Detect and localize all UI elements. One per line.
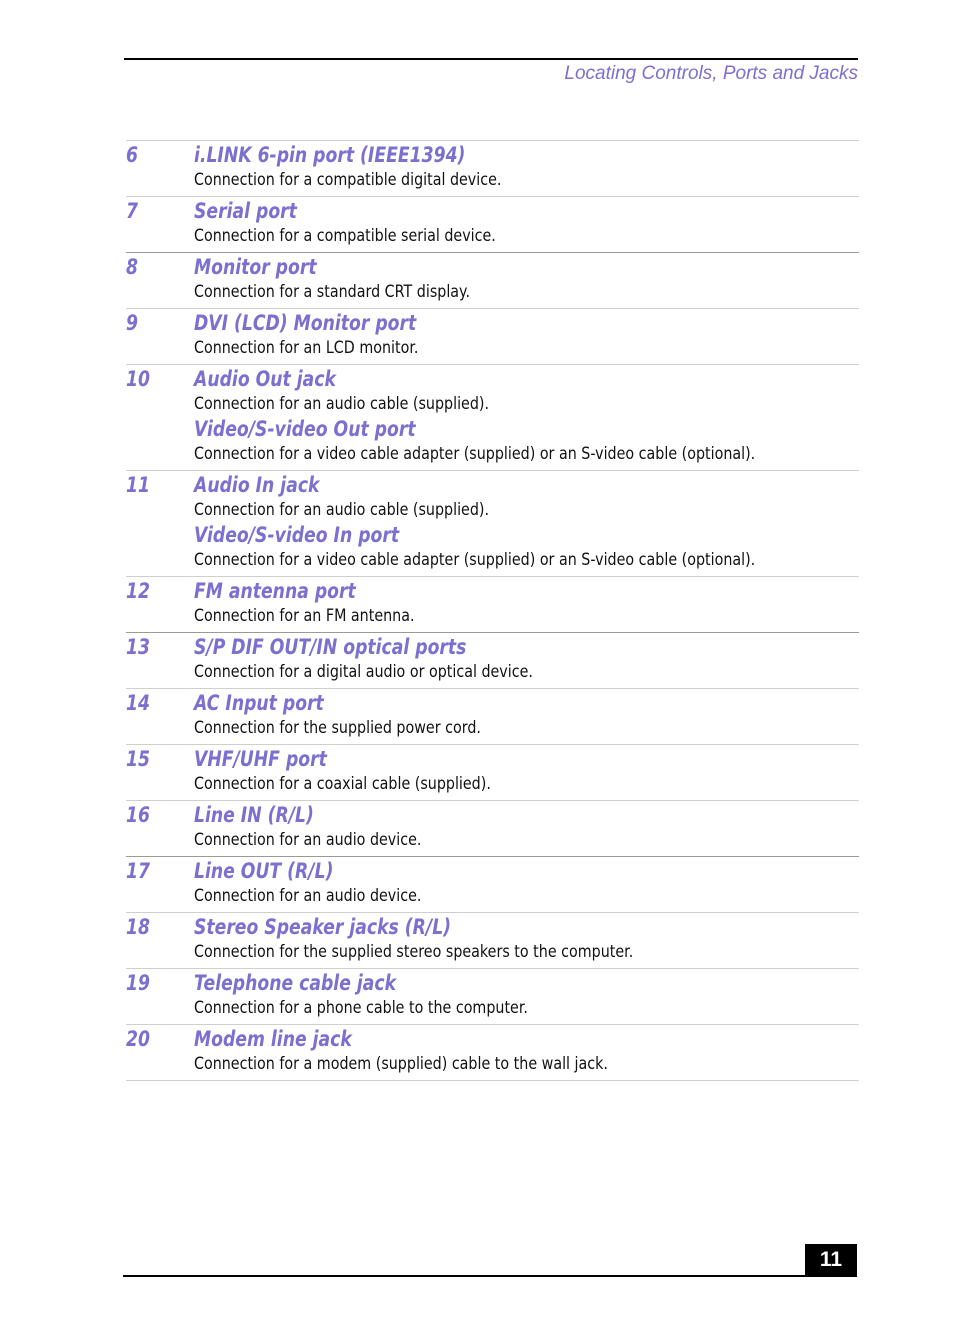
item-description: Connection for the supplied stereo speakers to the computer. [194,942,634,962]
item-number: 20 [126,1027,150,1051]
item-title: VHF/UHF port [194,747,327,771]
item-title: Serial port [194,199,297,223]
item-title: Line OUT (R/L) [194,859,334,883]
item-number: 12 [126,579,150,603]
item-content [194,142,859,192]
item-description: Connection for a coaxial cable (supplied). [194,774,491,794]
item-description: Connection for a video cable adapter (supplied) or an S-video cable (optional). [194,550,756,570]
item-title: Stereo Speaker jacks (R/L) [194,915,452,939]
item-title: Monitor port [194,255,317,279]
table-row [126,577,859,633]
item-description: Connection for an audio device. [194,886,422,906]
item-title: Audio In jack [194,473,320,497]
item-title: i.LINK 6-pin port (IEEE1394) [194,143,466,167]
item-title: Audio Out jack [194,367,336,391]
item-content [194,198,859,248]
item-number: 17 [126,859,150,883]
table-row [126,745,859,801]
table-row [126,689,859,745]
item-description: Connection for the supplied power cord. [194,718,481,738]
item-description: Connection for a compatible serial device. [194,226,496,246]
item-title: S/P DIF OUT/IN optical ports [194,635,467,659]
item-title: Modem line jack [194,1027,352,1051]
table-row [126,633,859,689]
table-row [126,913,859,969]
item-number: 9 [126,311,138,335]
item-title: Telephone cable jack [194,971,397,995]
item-number: 16 [126,803,150,827]
item-title: Line IN (R/L) [194,803,314,827]
item-title: Video/S-video Out port [194,417,416,441]
table-row [126,141,859,197]
table-row [126,857,859,913]
item-number: 11 [126,473,150,497]
item-content [194,634,859,684]
table-row [126,309,859,365]
item-title: AC Input port [194,691,324,715]
item-content [194,310,859,360]
item-description: Connection for a video cable adapter (supplied) or an S-video cable (optional). [194,444,756,464]
item-number: 6 [126,143,138,167]
item-title: DVI (LCD) Monitor port [194,311,417,335]
item-content [194,914,859,964]
page-number: 11 [805,1244,857,1276]
item-number: 13 [126,635,150,659]
item-description: Connection for an FM antenna. [194,606,415,626]
item-number: 19 [126,971,150,995]
item-title: FM antenna port [194,579,356,603]
ports-table [126,140,859,1081]
table-row [126,471,859,577]
item-content [194,472,862,572]
item-content [194,254,859,304]
item-number: 10 [126,367,150,391]
item-number: 18 [126,915,150,939]
item-content [194,366,862,466]
item-content [194,578,859,628]
item-description: Connection for a standard CRT display. [194,282,471,302]
item-content [194,970,859,1020]
footer-rule [123,1275,857,1277]
table-row [126,365,859,471]
item-description: Connection for an audio cable (supplied). [194,500,490,520]
item-content [194,858,859,908]
item-content [194,802,859,852]
item-description: Connection for an audio device. [194,830,422,850]
item-number: 15 [126,747,150,771]
table-row [126,197,859,253]
item-description: Connection for a digital audio or optical device. [194,662,533,682]
item-description: Connection for an LCD monitor. [194,338,419,358]
table-row [126,801,859,857]
item-title: Video/S-video In port [194,523,400,547]
item-description: Connection for a compatible digital device. [194,170,502,190]
header-rule [124,58,858,60]
running-head: Locating Controls, Ports and Jacks [564,63,858,84]
item-number: 7 [126,199,138,223]
item-content [194,690,859,740]
table-row [126,1025,859,1081]
item-description: Connection for a modem (supplied) cable to the wall jack. [194,1054,608,1074]
item-description: Connection for a phone cable to the computer. [194,998,528,1018]
item-number: 14 [126,691,150,715]
item-content [194,1026,859,1076]
table-row [126,969,859,1025]
item-number: 8 [126,255,138,279]
table-row [126,253,859,309]
item-content [194,746,859,796]
item-description: Connection for an audio cable (supplied). [194,394,490,414]
